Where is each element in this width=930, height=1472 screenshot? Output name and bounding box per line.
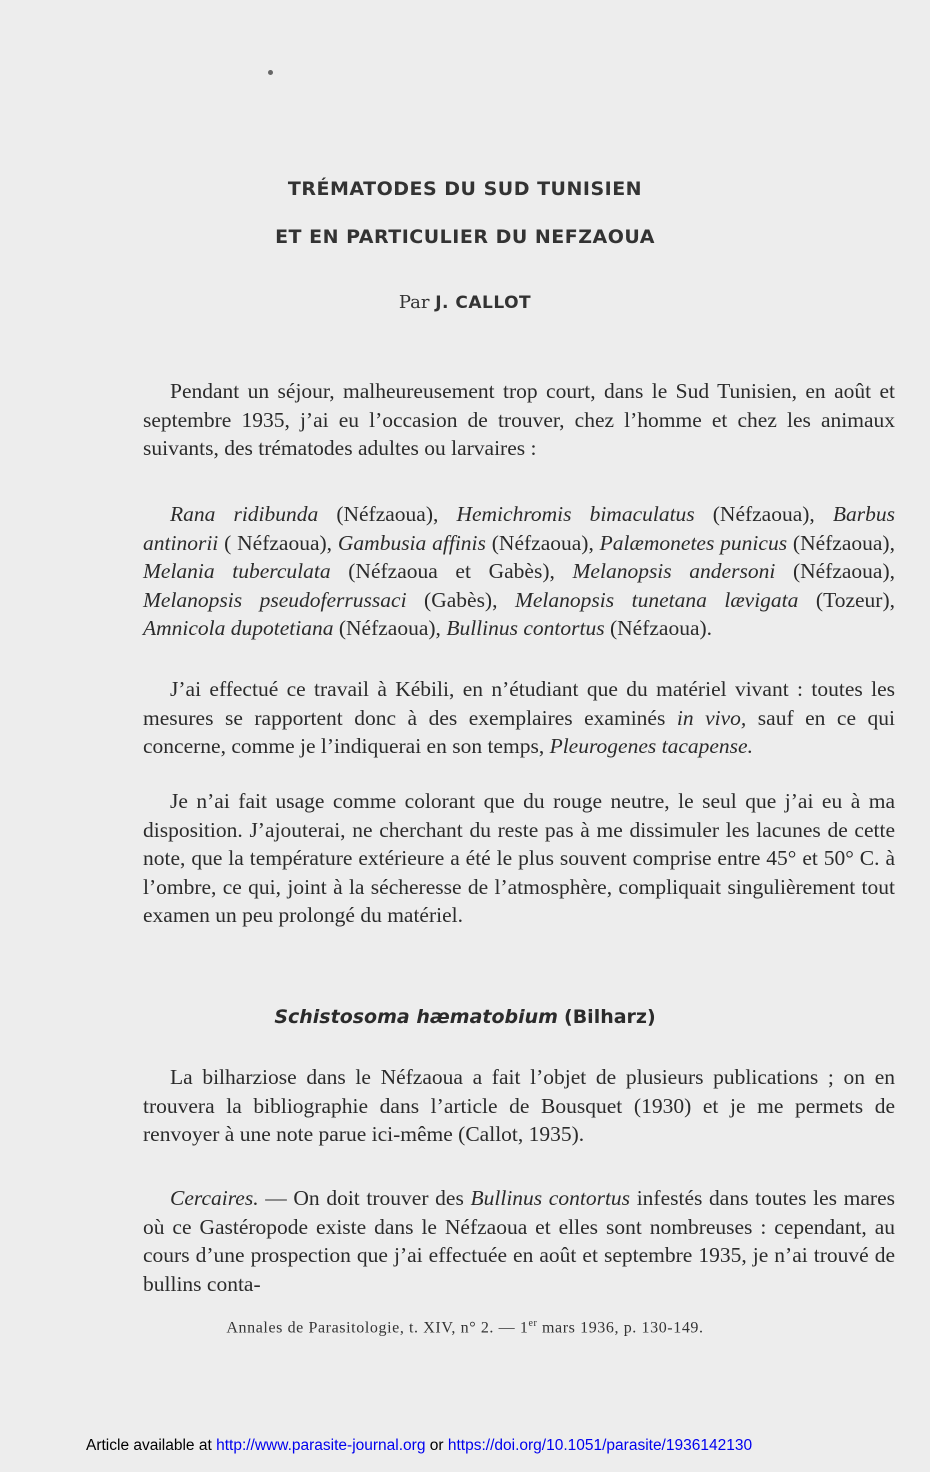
locality: (Tozeur),	[798, 587, 895, 612]
text-run: — On doit trouver des	[258, 1186, 471, 1210]
text-run: infestés dans toutes les mares où ce Gastéropode existe dans le Néfzaoua et elles sont nombreuses : cependant, au cours d’une prospection que j’ai effectuée en août et septembre 1935, je n’ai trouvé de bullins conta-	[143, 1186, 895, 1296]
paragraph-conditions-text: Je n’ai fait usage comme colorant que du rouge neutre, le seul que j’ai eu à ma disposition. J’ajouterai, ne cherchant du reste pas à me dissimuler les lacunes de cette note, que la température extérieure a été le plus souvent comprise entre 45° et 50° C. à l’ombre, ce qui, joint à la sécheresse de l’atmosphère, compliquait singulièrement tout examen un peu prolongé du matériel.	[143, 789, 895, 927]
byline-prefix: Par	[398, 292, 430, 313]
subheading-italic: Cercaires.	[170, 1186, 259, 1210]
journal-citation: Annales de Parasitologie, t. XIV, n° 2. — 1	[226, 1319, 529, 1337]
section-authority: (Bilharz)	[564, 1006, 656, 1028]
locality: (Néfzaoua),	[694, 502, 833, 526]
species-name: Melanopsis pseudoferrussaci	[143, 587, 407, 612]
species-name: Hemichromis bimaculatus	[456, 502, 695, 526]
section-species: Schistosoma hæmatobium	[274, 1006, 558, 1028]
paragraph-species-list	[143, 500, 895, 643]
page-speck	[268, 70, 273, 75]
locality: (Néfzaoua et Gabès),	[330, 559, 573, 583]
species-name: Amnicola dupotetiana	[143, 616, 334, 640]
species-name: Melanopsis andersoni	[572, 559, 776, 583]
species-list-text	[143, 500, 895, 643]
locality: (Néfzaoua).	[604, 616, 713, 640]
paragraph-methods-text	[143, 675, 895, 761]
article-title-line1: TRÉMATODES DU SUD TUNISIEN	[287, 178, 643, 200]
paragraph-conditions	[143, 787, 895, 930]
paragraph-bilharziose-text: La bilharziose dans le Néfzaoua a fait l’objet de plusieurs publications ; on en trouvera la bibliographie dans l’article de Bousquet (1930) et je me permets de renvoyer à une note parue ici-même (Callot, 1935).	[143, 1065, 895, 1146]
article-title-line2: ET EN PARTICULIER DU NEFZAOUA	[275, 226, 655, 248]
locality: (Néfzaoua),	[318, 502, 457, 526]
section-heading	[0, 1006, 930, 1028]
author-name: J. CALLOT	[435, 293, 532, 313]
superscript: er	[528, 1318, 538, 1329]
journal-link[interactable]: http://www.parasite-journal.org	[216, 1437, 426, 1454]
species-name: Barbus antinorii	[143, 502, 895, 555]
byline	[0, 292, 930, 313]
species-name: Melanopsis tunetana lævigata	[514, 587, 799, 612]
species-name: Bullinus contortus	[446, 616, 605, 640]
text-run-italic: in vivo,	[676, 705, 747, 730]
availability-connector: or	[425, 1437, 448, 1454]
journal-date-pages: mars 1936, p. 130-149.	[537, 1319, 704, 1337]
text-run-italic: Pleurogenes tacapense.	[549, 734, 753, 758]
species-name: Palæmonetes punicus	[599, 530, 788, 555]
species-name: Rana ridibunda	[170, 502, 319, 526]
locality: (Gabès),	[406, 587, 515, 612]
locality: (Néfzaoua),	[333, 616, 447, 640]
text-run: sauf en ce qui concerne, comme je l’indiquerai en son temps,	[143, 705, 895, 758]
locality: (Néfzaoua),	[485, 530, 600, 555]
paragraph-cercaires	[143, 1184, 895, 1298]
availability-line	[86, 1437, 752, 1455]
species-name: Melania tuberculata	[143, 559, 331, 583]
locality: (Néfzaoua),	[775, 559, 895, 583]
locality: ( Néfzaoua),	[218, 530, 338, 555]
paragraph-intro-text: Pendant un séjour, malheureusement trop court, dans le Sud Tunisien, en août et septembre 1935, j’ai eu l’occasion de trouver, chez l’homme et chez les animaux suivants, des trématodes adultes ou larvaires :	[143, 379, 895, 460]
availability-prefix: Article available at	[86, 1437, 217, 1454]
paragraph-bilharziose	[143, 1063, 895, 1149]
doi-link[interactable]: https://doi.org/10.1051/parasite/1936142130	[447, 1437, 753, 1454]
species-name: Bullinus contortus	[470, 1186, 631, 1210]
text-run: J’ai effectué ce travail à Kébili, en n’étudiant que du matériel vivant : toutes les mesures se rapportent donc à des exemplaires examinés	[143, 677, 895, 730]
journal-reference	[0, 1318, 930, 1337]
paragraph-intro	[143, 377, 895, 463]
locality: (Néfzaoua),	[787, 530, 895, 555]
paragraph-methods	[143, 675, 895, 761]
species-name: Gambusia affinis	[337, 530, 486, 555]
paragraph-cercaires-text	[143, 1184, 895, 1298]
